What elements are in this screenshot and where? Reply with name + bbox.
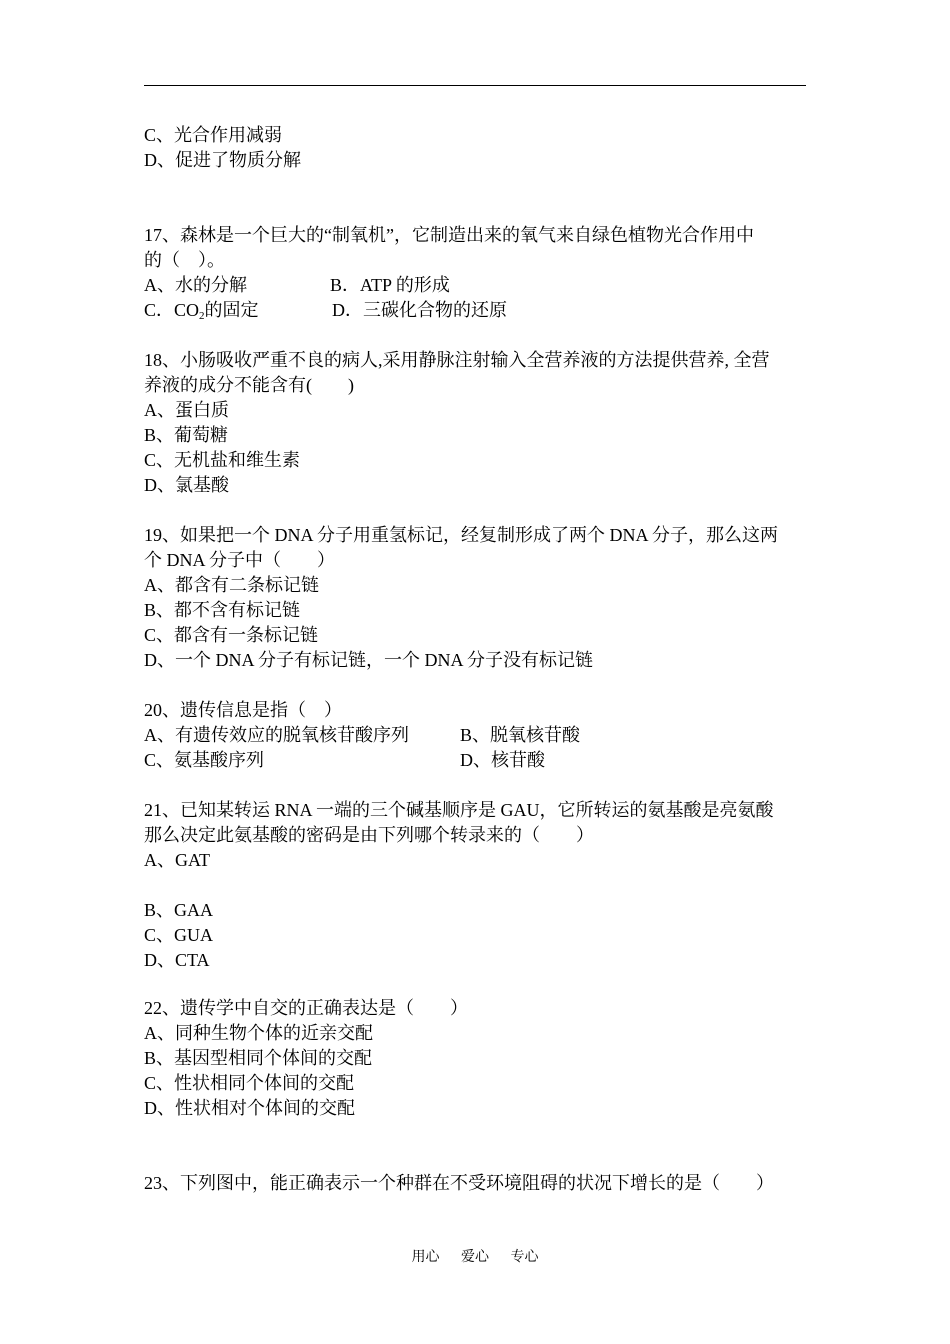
q17-option-c-text: C．CO (144, 300, 200, 320)
q20-option-a: A、有遗传效应的脱氧核苷酸序列 (144, 725, 409, 745)
q17-stem-line1: 17、森林是一个巨大的“制氧机”，它制造出来的氧气来自绿色植物光合作用中 (144, 225, 754, 245)
q20-option-b: B、脱氧核苷酸 (460, 725, 581, 745)
q20-option-c: C、氨基酸序列 (144, 750, 265, 770)
q17-option-c-subscript: 2 (199, 310, 205, 322)
q16-option-d: D、促进了物质分解 (144, 150, 301, 170)
q20-options-row2 (144, 748, 624, 773)
q22-option-d: D、性状相对个体间的交配 (144, 1098, 355, 1118)
q17-options-row1 (144, 273, 544, 298)
q19-option-b: B、都不含有标记链 (144, 600, 301, 620)
q18-stem-line2: 养液的成分不能含有( ) (144, 375, 354, 395)
q23-stem: 23、下列图中，能正确表示一个种群在不受环境阻碍的状况下增长的是（ ） (144, 1173, 774, 1193)
page-footer (0, 1248, 950, 1268)
q17-stem-line2: 的（ ）。 (144, 250, 225, 270)
q22-option-a: A、同种生物个体的近亲交配 (144, 1023, 373, 1043)
q20-stem: 20、遗传信息是指（ ） (144, 700, 342, 720)
q19-stem-line2: 个 DNA 分子中（ ） (144, 550, 336, 570)
header-rule (144, 85, 806, 86)
q18-option-b: B、葡萄糖 (144, 425, 229, 445)
q17-option-c (144, 300, 259, 320)
q20-option-d: D、核苷酸 (460, 750, 545, 770)
q21-stem-line2: 那么决定此氨基酸的密码是由下列哪个转录来的（ ） (144, 825, 594, 845)
q21-option-d: D、CTA (144, 950, 210, 970)
q22-option-c: C、性状相同个体间的交配 (144, 1073, 355, 1093)
q20-options-row1 (144, 723, 624, 748)
q22-option-b: B、基因型相同个体间的交配 (144, 1048, 373, 1068)
footer-word-2: 爱心 (461, 1250, 489, 1265)
q21-option-b: B、GAA (144, 900, 214, 920)
q17-option-b: B．ATP 的形成 (330, 275, 450, 295)
q16-option-c: C、光合作用减弱 (144, 125, 283, 145)
q21-option-a: A、GAT (144, 850, 210, 870)
q19-stem-line1: 19、如果把一个 DNA 分子用重氢标记，经复制形成了两个 DNA 分子，那么这两 (144, 525, 779, 545)
q17-options-row2 (144, 298, 544, 329)
q22-stem: 22、遗传学中自交的正确表达是（ ） (144, 998, 468, 1018)
footer-word-1: 用心 (411, 1250, 440, 1265)
q19-option-d: D、一个 DNA 分子有标记链，一个 DNA 分子没有标记链 (144, 650, 594, 670)
q17-option-c-suffix: 的固定 (204, 300, 259, 320)
q18-option-a: A、蛋白质 (144, 400, 229, 420)
q21-option-c: C、GUA (144, 925, 214, 945)
q17-option-a: A、水的分解 (144, 275, 247, 295)
q19-option-a: A、都含有二条标记链 (144, 575, 319, 595)
q18-option-c: C、无机盐和维生素 (144, 450, 301, 470)
q18-option-d: D、氯基酸 (144, 475, 229, 495)
q21-stem-line1: 21、已知某转运 RNA 一端的三个碱基顺序是 GAU，它所转运的氨基酸是亮氨酸 (144, 800, 774, 820)
q17-option-d: D．三碳化合物的还原 (332, 300, 507, 320)
footer-word-3: 专心 (510, 1250, 539, 1265)
q18-stem-line1: 18、小肠吸收严重不良的病人,采用静脉注射输入全营养液的方法提供营养, 全营 (144, 350, 770, 370)
q19-option-c: C、都含有一条标记链 (144, 625, 319, 645)
